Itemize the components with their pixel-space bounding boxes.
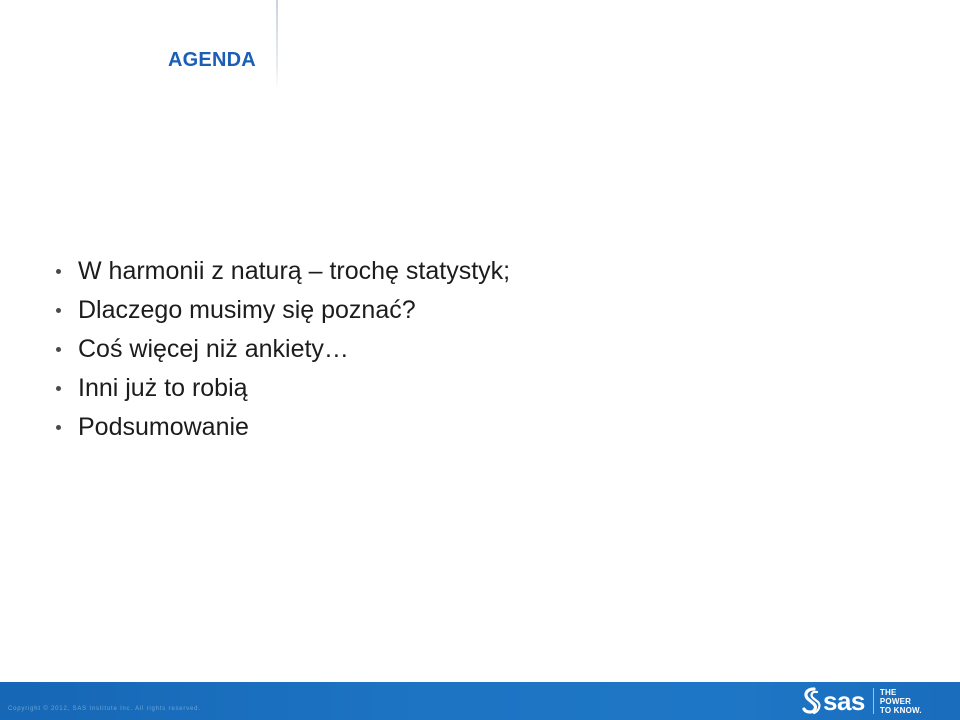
agenda-item	[56, 293, 510, 332]
logo-wordmark: sas	[823, 686, 865, 716]
agenda-item	[56, 254, 510, 293]
footer-bar	[0, 682, 960, 720]
tagline-line: POWER	[879, 696, 912, 706]
bullet-dot-icon	[56, 269, 61, 274]
agenda-item	[56, 410, 510, 449]
logo-tagline	[880, 688, 922, 715]
agenda-item	[56, 332, 510, 371]
agenda-item-text: Podsumowanie	[78, 413, 249, 441]
bullet-dot-icon	[56, 347, 61, 352]
sas-logo	[800, 685, 922, 717]
tagline-line: TO KNOW.	[879, 705, 922, 715]
agenda-item-text: Inni już to robią	[78, 374, 248, 402]
tagline-line: THE	[879, 687, 897, 697]
bullet-dot-icon	[56, 308, 61, 313]
title-divider	[276, 0, 278, 92]
bullet-dot-icon	[56, 386, 61, 391]
agenda-item-text: W harmonii z naturą – trochę statystyk;	[78, 257, 511, 285]
sas-swirl-icon	[800, 687, 822, 715]
slide-title: AGENDA	[168, 49, 256, 71]
copyright-text: Copyright © 2012, SAS Institute Inc. All rights reserved.	[8, 706, 201, 712]
bullet-dot-icon	[56, 425, 61, 430]
agenda-item-text: Dlaczego musimy się poznać?	[78, 296, 416, 324]
agenda-list	[56, 254, 510, 449]
logo-separator	[873, 688, 874, 714]
agenda-item	[56, 371, 510, 410]
agenda-item-text: Coś więcej niż ankiety…	[78, 335, 349, 363]
